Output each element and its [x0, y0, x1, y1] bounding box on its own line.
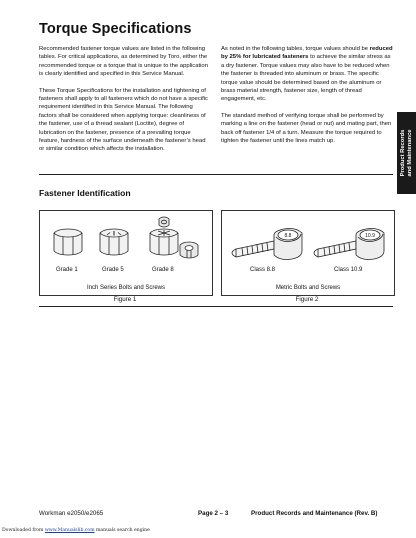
- footer-section-name: Product Records and Maintenance (Rev. B): [251, 510, 378, 517]
- figure-1-inch-bolts: [39, 210, 213, 296]
- left-text-column: [39, 45, 211, 161]
- side-tab-line-1: Product Records: [399, 129, 406, 177]
- section-side-tab: [397, 112, 416, 194]
- footer-page-number: Page 2 – 3: [198, 510, 229, 517]
- side-tab-text: [400, 129, 414, 176]
- manualslib-link[interactable]: www.Manualslib.com: [44, 528, 95, 533]
- grade-8-bolt-icon: [150, 217, 198, 258]
- download-note: [2, 528, 150, 533]
- class-8-8-bolt-icon: [232, 229, 302, 260]
- right-text-column: [221, 45, 393, 152]
- footer-model: Workman e2050/e2065: [39, 510, 104, 517]
- download-note-suffix: manuals search engine: [96, 528, 150, 533]
- side-tab-line-2: and Maintenance: [406, 129, 413, 177]
- left-paragraph-2: These Torque Specifications for the installation and tightening of fasteners shall apply to all fasteners which do not have a specific requirement identified in this Service Manual. The following factors shall be considered when applying torque: cleanliness of the fastener, use of a thread sealant (Loctite), degree of lubrication on the fastener, presence of a prevailing torque feature, hardness of the surface underneath the fastener’s head or similar condition which affects the installation.: [39, 87, 208, 153]
- figure-2-metric-bolts: [221, 210, 395, 296]
- grade-5-bolt-icon: [100, 229, 128, 255]
- grade-1-label: Grade 1: [56, 267, 78, 273]
- section-title: Fastener Identification: [39, 188, 131, 198]
- inch-bolts-drawing: [40, 211, 212, 271]
- lubricated-reduction-note: reduced by 25% for lubricated fasteners: [221, 46, 393, 61]
- class-10-9-label: Class 10.9: [334, 267, 363, 273]
- section-divider: [39, 174, 393, 175]
- left-paragraph-1: Recommended fastener torque values are listed in the following tables. For critical applications, as determined by Toro, either the recommended torque or a torque that is unique to the application is clearly identified and specified in this Service Manual.: [39, 46, 208, 78]
- class-8-8-head-mark: 8.8: [284, 233, 292, 240]
- figures-bottom-divider: [39, 306, 393, 307]
- figure-1-caption: Inch Series Bolts and Screws: [86, 285, 166, 291]
- class-8-8-label: Class 8.8: [250, 267, 276, 273]
- metric-bolts-drawing: [222, 211, 394, 271]
- right-paragraph-1-start: As noted in the following tables, torque values should be: [221, 46, 369, 52]
- grade-8-label: Grade 8: [152, 267, 174, 273]
- class-10-9-head-mark: 10.9: [365, 233, 375, 240]
- grade-1-bolt-icon: [54, 229, 82, 255]
- grade-5-label: Grade 5: [102, 267, 124, 273]
- page-title: Torque Specifications: [39, 21, 192, 37]
- figure-1-number: Figure 1: [113, 296, 137, 303]
- figure-2-number: Figure 2: [295, 296, 319, 303]
- right-paragraph-2: The standard method of verifying torque shall be performed by marking a line on the fastener (head or nut) and mating part, then back off fastener 1/4 of a turn. Measure the torque required to tighten the fastener until the lines match up.: [221, 112, 392, 145]
- right-paragraph-1-end: to achieve the similar stress as a dry fastener. Torque values may also have to be reduced when the fastener is threaded into aluminum or brass. The specific torque value should be determined based on the aluminum or brass material strength, fastener size, length of thread engagement, etc.: [221, 54, 391, 103]
- right-paragraph-1: [221, 45, 393, 104]
- figure-2-caption: Metric Bolts and Screws: [275, 285, 341, 291]
- download-note-prefix: Downloaded from: [2, 528, 44, 533]
